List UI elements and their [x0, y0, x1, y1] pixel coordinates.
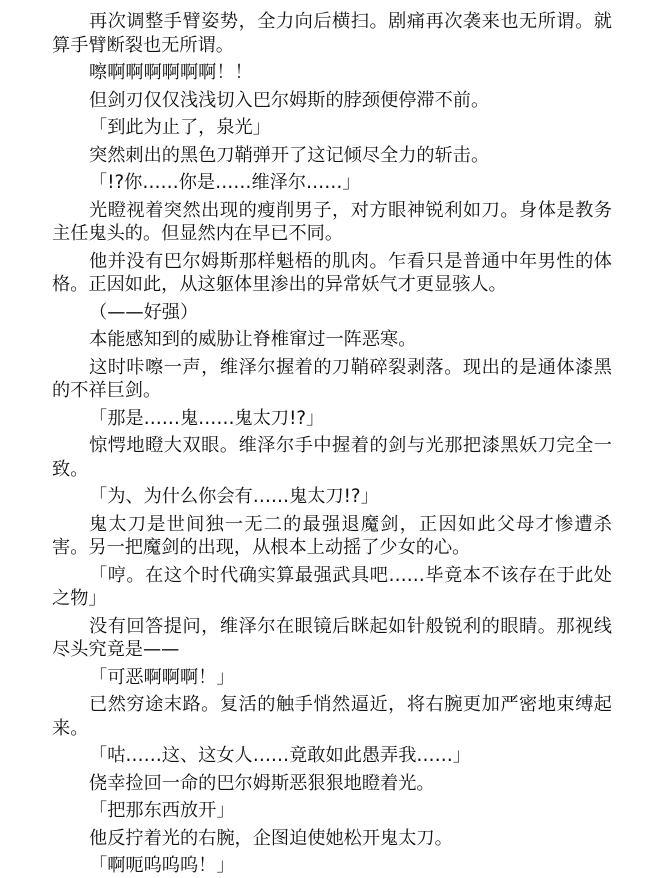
paragraph: 但剑刃仅仅浅浅切入巴尔姆斯的脖颈便停滞不前。 — [89, 89, 490, 111]
paragraph: 没有回答提问，维泽尔在眼镜后眯起如针般锐利的眼睛。那视线尽头究竟是—— — [52, 615, 612, 660]
inner-thought: （——好强） — [89, 301, 199, 323]
dialogue-line: 「把那东西放开」 — [89, 800, 235, 821]
paragraph: 已然穷途末路。复活的触手悄然逼近，将右腕更加严密地束缚起来。 — [52, 694, 612, 739]
paragraph: 惊愕地瞪大双眼。维泽尔手中握着的剑与光那把漆黑妖刀完全一致。 — [52, 435, 612, 480]
paragraph: 侥幸捡回一命的巴尔姆斯恶狠狠地瞪着光。 — [89, 772, 435, 794]
paragraph: 本能感知到的威胁让脊椎窜过一阵恶寒。 — [89, 329, 417, 350]
dialogue-line: 「啊呃呜呜呜！」 — [89, 855, 235, 876]
paragraph: 鬼太刀是世间独一无二的最强退魔剑，正因如此父母才惨遭杀害。另一把魔剑的出现，从根本上动摇了少女的心。 — [52, 513, 612, 558]
paragraph: 突然刺出的黑色刀鞘弹开了这记倾尽全力的斩击。 — [89, 144, 490, 166]
dialogue-line: 「可恶啊啊啊！」 — [89, 666, 235, 688]
paragraph: 嚓啊啊啊啊啊啊！！ — [89, 62, 253, 83]
paragraph: 再次调整手臂姿势，全力向后横扫。剧痛再次袭来也无所谓。就算手臂断裂也无所谓。 — [52, 11, 612, 56]
paragraph: 他反拧着光的右腕，企图迫使她松开鬼太刀。 — [89, 827, 453, 849]
paragraph: 光瞪视着突然出现的瘦削男子，对方眼神锐利如刀。身体是教务主任鬼头的。但显然内在早已不同。 — [52, 199, 612, 244]
novel-page — [52, 10, 612, 878]
dialogue-line: 「到此为止了，泉光」 — [89, 117, 271, 138]
dialogue-line: 「!?你……你是……维泽尔……」 — [89, 172, 361, 193]
paragraph: 这时咔嚓一声，维泽尔握着的刀鞘碎裂剥落。现出的是通体漆黑的不祥巨剑。 — [52, 356, 612, 401]
paragraph: 他并没有巴尔姆斯那样魁梧的肌肉。乍看只是普通中年男性的体格。正因如此，从这躯体里渗出的异常妖气才更显骇人。 — [52, 250, 612, 295]
dialogue-line: 「为、为什么你会有……鬼太刀!?」 — [89, 486, 379, 507]
dialogue-line: 「哼。在这个时代确实算最强武具吧……毕竟本不该存在于此处之物」 — [52, 564, 612, 609]
dialogue-line: 「咕……这、这女人……竟敢如此愚弄我……」 — [89, 745, 471, 766]
dialogue-line: 「那是……鬼……鬼太刀!?」 — [89, 407, 325, 429]
